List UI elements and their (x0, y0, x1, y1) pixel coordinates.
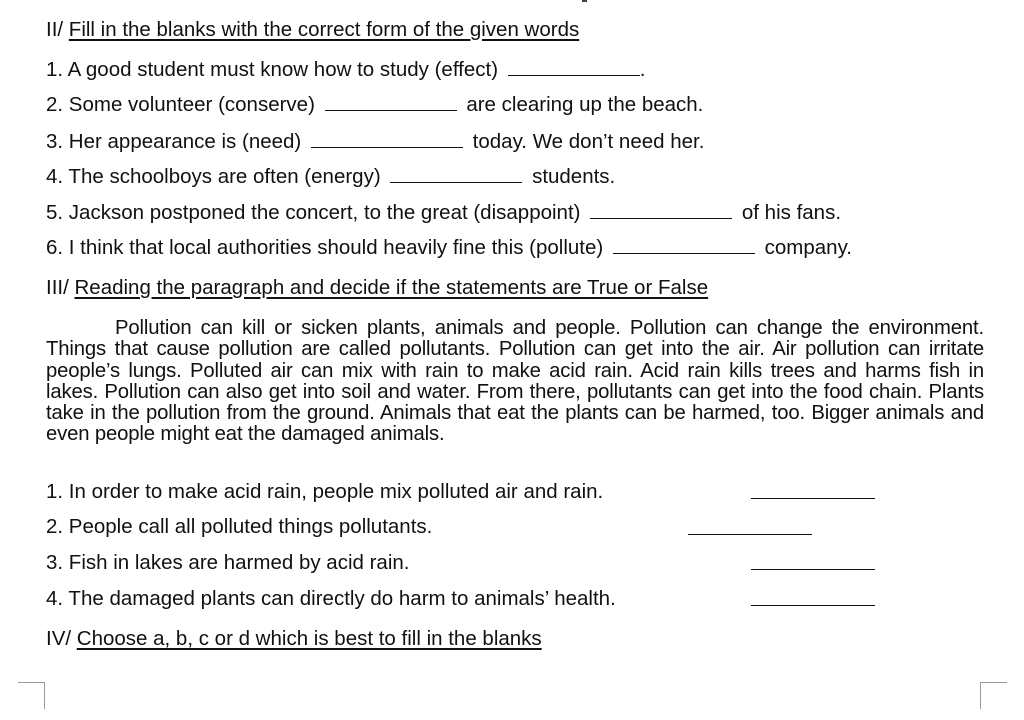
item-1-text: 1. A good student must know how to study (effect) (46, 58, 499, 81)
tf-statement-4-text: 4. The damaged plants can directly do harm to animals’ health. (46, 587, 616, 610)
answer-blank-3[interactable] (311, 131, 463, 148)
tf-answer-blank-2[interactable] (688, 533, 812, 535)
answer-blank-5[interactable] (590, 202, 732, 219)
item-3-after: today. We don’t need her. (472, 130, 705, 153)
tf-statement-1 (46, 479, 603, 505)
item-5-text: 5. Jackson postponed the concert, to the great (disappoint) (46, 201, 581, 224)
item-1-after: . (639, 58, 646, 81)
fill-blank-item-4 (46, 164, 615, 190)
answer-blank-6[interactable] (613, 237, 755, 254)
section-3-heading (46, 275, 708, 301)
fill-blank-item-6 (46, 235, 852, 261)
tf-statement-2 (46, 514, 432, 540)
section-2-prefix: II/ (46, 18, 64, 41)
tf-statement-3-text: 3. Fish in lakes are harmed by acid rain. (46, 551, 410, 574)
section-3-prefix: III/ (46, 276, 69, 299)
tf-answer-blank-4[interactable] (751, 604, 875, 606)
reading-paragraph (46, 318, 984, 446)
item-4-after: students. (532, 165, 616, 188)
section-2-heading (46, 17, 579, 43)
fill-blank-item-2 (46, 92, 703, 118)
page-corner-mark-left (18, 682, 45, 709)
tf-statement-3 (46, 550, 409, 576)
item-2-text: 2. Some volunteer (conserve) (46, 93, 315, 116)
section-2-title: Fill in the blanks with the correct form of the given words (68, 18, 580, 41)
section-3-title: Reading the paragraph and decide if the statements are True or False (74, 276, 709, 299)
tf-statement-1-text: 1. In order to make acid rain, people mix polluted air and rain. (46, 480, 604, 503)
paragraph-text: Pollution can kill or sicken plants, animals and people. Pollution can change the environment. Things that cause pollution are called pollutants. Pollution can get into the air. Air pollution can irritate people’s lungs. Polluted air can mix with rain to make acid rain. Acid rain kills trees and harms fish in lakes. Pollution can also get into soil and water. From there, pollutants can get into the food chain. Plants take in the pollution from the ground. Animals that eat the plants can be harmed, too. Bigger animals and even people might eat the damaged animals. (46, 317, 984, 446)
tf-statement-2-text: 2. People call all polluted things pollutants. (46, 515, 433, 538)
item-5-after: of his fans. (741, 201, 842, 224)
page-corner-mark-right (980, 682, 1007, 709)
tf-answer-blank-3[interactable] (751, 568, 875, 570)
section-4-title: Choose a, b, c or d which is best to fill in the blanks (76, 627, 542, 650)
answer-blank-4[interactable] (390, 166, 522, 183)
fill-blank-item-5 (46, 200, 841, 226)
page-top-mark (582, 0, 587, 2)
fill-blank-item-3 (46, 129, 704, 155)
item-3-text: 3. Her appearance is (need) (46, 130, 302, 153)
tf-answer-blank-1[interactable] (751, 497, 875, 499)
answer-blank-2[interactable] (325, 94, 457, 111)
answer-blank-1[interactable] (508, 59, 640, 76)
item-4-text: 4. The schoolboys are often (energy) (46, 165, 381, 188)
section-4-heading (46, 626, 542, 652)
item-6-after: company. (764, 236, 852, 259)
fill-blank-item-1 (46, 57, 645, 83)
item-2-after: are clearing up the beach. (466, 93, 704, 116)
item-6-text: 6. I think that local authorities should heavily fine this (pollute) (46, 236, 604, 259)
tf-statement-4 (46, 586, 616, 612)
section-4-prefix: IV/ (46, 627, 72, 650)
